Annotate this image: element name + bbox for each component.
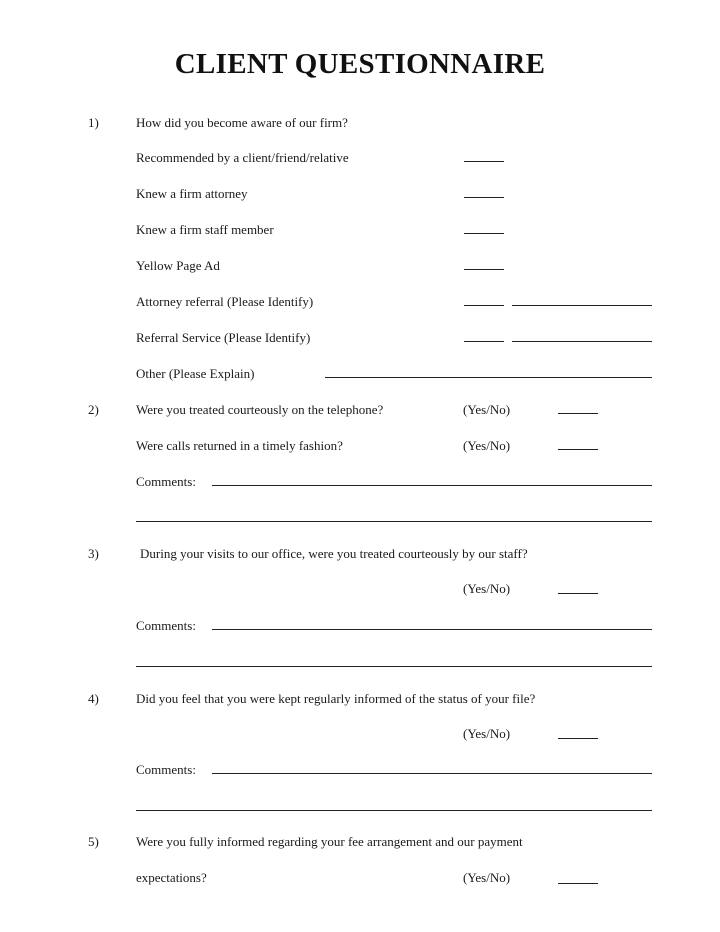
q1-attorney-referral-identify-line[interactable] — [512, 305, 652, 306]
q5-question-line-2: expectations? — [136, 870, 207, 885]
q1-option-other: Other (Please Explain) — [136, 366, 255, 381]
q1-option-yellow-page: Yellow Page Ad — [136, 258, 220, 273]
q4-comments-label: Comments: — [136, 762, 196, 777]
q1-referral-service-identify-line[interactable] — [512, 341, 652, 342]
q1-option-recommended: Recommended by a client/friend/relative — [136, 150, 349, 165]
q4-comments-line-2[interactable] — [136, 810, 652, 811]
q1-option-attorney-referral-blank[interactable] — [464, 305, 504, 306]
q4-comments-line-1[interactable] — [212, 773, 652, 774]
q3-question: During your visits to our office, were you treated courteously by our staff? — [140, 546, 528, 561]
q3-yes-no: (Yes/No) — [463, 581, 511, 596]
q1-option-referral-service-blank[interactable] — [464, 341, 504, 342]
q1-option-firm-attorney: Knew a firm attorney — [136, 186, 248, 201]
q2-item-calls-returned: Were calls returned in a timely fashion? — [136, 438, 343, 453]
q1-option-yellow-page-blank[interactable] — [464, 269, 504, 270]
q3-answer-blank[interactable] — [558, 593, 598, 594]
q2-telephone-answer-blank[interactable] — [558, 413, 598, 414]
q4-answer-blank[interactable] — [558, 738, 598, 739]
q1-option-attorney-referral: Attorney referral (Please Identify) — [136, 294, 314, 309]
q1-option-firm-attorney-blank[interactable] — [464, 197, 504, 198]
q4-number: 4) — [88, 691, 99, 706]
q3-comments-line-1[interactable] — [212, 629, 652, 630]
q4-yes-no: (Yes/No) — [463, 726, 511, 741]
q5-number: 5) — [88, 834, 99, 849]
q2-telephone-yes-no: (Yes/No) — [463, 402, 511, 417]
q5-question-line-1: Were you fully informed regarding your fee arrangement and our payment — [136, 834, 523, 849]
q2-item-telephone: Were you treated courteously on the telephone? — [136, 402, 384, 417]
page-title: CLIENT QUESTIONNAIRE — [174, 48, 546, 80]
q2-comments-label: Comments: — [136, 474, 196, 489]
q2-calls-yes-no: (Yes/No) — [463, 438, 511, 453]
q3-comments-line-2[interactable] — [136, 666, 652, 667]
q4-question: Did you feel that you were kept regularly informed of the status of your file? — [136, 691, 536, 706]
q1-number: 1) — [88, 115, 99, 130]
q3-number: 3) — [88, 546, 99, 561]
q3-comments-label: Comments: — [136, 618, 196, 633]
q2-comments-line-1[interactable] — [212, 485, 652, 486]
q2-number: 2) — [88, 402, 99, 417]
q1-other-explain-line[interactable] — [325, 377, 652, 378]
q1-option-staff-member-blank[interactable] — [464, 233, 504, 234]
q1-option-recommended-blank[interactable] — [464, 161, 504, 162]
q1-option-referral-service: Referral Service (Please Identify) — [136, 330, 311, 345]
q2-comments-line-2[interactable] — [136, 521, 652, 522]
q1-question: How did you become aware of our firm? — [136, 115, 348, 130]
q5-yes-no: (Yes/No) — [463, 870, 511, 885]
q2-calls-answer-blank[interactable] — [558, 449, 598, 450]
q5-answer-blank[interactable] — [558, 883, 598, 884]
q1-option-staff-member: Knew a firm staff member — [136, 222, 274, 237]
